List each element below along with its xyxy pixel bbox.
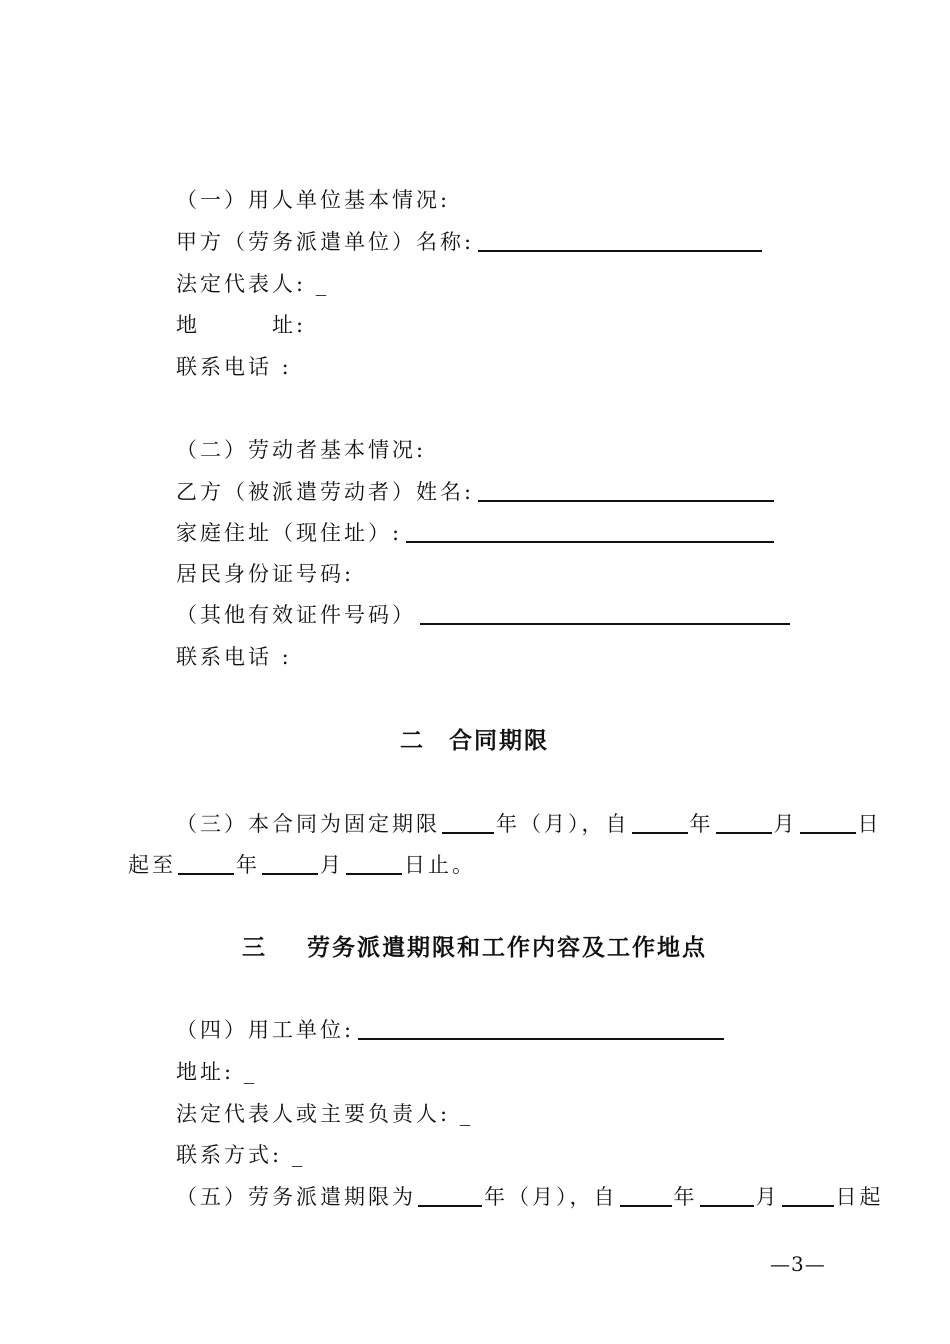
- employer-contact-label: 联系方式: _: [176, 1143, 306, 1167]
- contract-term-heading-number: 二: [400, 728, 425, 754]
- dispatch-term-years-field[interactable]: [418, 1183, 482, 1207]
- start-month-field[interactable]: [716, 810, 772, 834]
- other-id-field[interactable]: [420, 601, 790, 625]
- month-label: 月: [773, 812, 798, 836]
- year-label: 年: [689, 812, 714, 836]
- dispatch-term-heading-title: 劳务派遣期限和工作内容及工作地点: [307, 935, 707, 961]
- worker-info-heading: （二）劳动者基本情况:: [176, 438, 427, 462]
- year-label: 年: [236, 853, 260, 877]
- clause-3-text: （三）本合同为固定期限: [176, 812, 440, 836]
- other-id-line: [176, 601, 794, 629]
- clause-3-line-2: [128, 851, 476, 879]
- clause-3-text: 年（月），自: [496, 812, 630, 836]
- employer-unit-line: [176, 1016, 728, 1044]
- dispatch-start-day-field[interactable]: [782, 1183, 834, 1207]
- day-label: 日: [857, 812, 882, 836]
- term-years-field[interactable]: [442, 810, 494, 834]
- employer-unit-label: （四）用工单位:: [176, 1018, 355, 1042]
- employer-info-heading: （一）用人单位基本情况:: [176, 188, 451, 212]
- clause-5-text: 年（月），自: [484, 1185, 618, 1209]
- end-day-field[interactable]: [346, 851, 402, 875]
- month-label: 月: [320, 853, 344, 877]
- party-a-phone-label: 联系电话 :: [176, 355, 292, 379]
- year-label: 年: [673, 1185, 698, 1209]
- dispatch-term-heading-number: 三: [242, 935, 267, 961]
- clause-5-text: （五）劳务派遣期限为: [176, 1185, 416, 1209]
- party-b-name-field[interactable]: [478, 478, 774, 502]
- address-label-char-2: 址:: [272, 313, 307, 337]
- home-address-line: [176, 519, 778, 547]
- other-id-label: （其他有效证件号码）: [176, 603, 416, 627]
- contract-term-heading-title: 合同期限: [449, 728, 549, 754]
- home-address-field[interactable]: [406, 519, 774, 543]
- contract-term-heading: [400, 726, 549, 756]
- page-number: —3—: [770, 1252, 826, 1276]
- party-a-address-line: [176, 311, 306, 339]
- clause-3-line-1: [176, 810, 882, 838]
- address-label-char-1: 地: [176, 313, 200, 337]
- clause-3-text: 起至: [128, 853, 176, 877]
- end-month-field[interactable]: [262, 851, 318, 875]
- party-a-name-line: [176, 228, 766, 256]
- party-a-name-label: 甲方（劳务派遣单位）名称:: [176, 230, 475, 254]
- party-a-name-field[interactable]: [478, 228, 762, 252]
- legal-representative-label: 法定代表人: _: [176, 272, 330, 296]
- id-number-label: 居民身份证号码:: [176, 562, 355, 586]
- clause-5-line-1: [176, 1183, 884, 1211]
- party-b-name-label: 乙方（被派遣劳动者）姓名:: [176, 480, 475, 504]
- month-label: 月: [755, 1185, 780, 1209]
- end-year-field[interactable]: [178, 851, 234, 875]
- clause-5-text: 日起: [835, 1185, 884, 1209]
- dispatch-term-heading: [242, 933, 707, 963]
- employer-unit-field[interactable]: [358, 1016, 724, 1040]
- clause-3-text: 日止。: [404, 853, 476, 877]
- employer-legal-rep-label: 法定代表人或主要负责人: _: [176, 1102, 474, 1126]
- dispatch-start-year-field[interactable]: [620, 1183, 672, 1207]
- party-b-phone-label: 联系电话 :: [176, 645, 292, 669]
- home-address-label: 家庭住址（现住址）:: [176, 521, 403, 545]
- party-b-name-line: [176, 478, 778, 506]
- employer-address-label: 地址: _: [176, 1060, 258, 1084]
- dispatch-start-month-field[interactable]: [700, 1183, 754, 1207]
- start-year-field[interactable]: [632, 810, 688, 834]
- start-day-field[interactable]: [800, 810, 856, 834]
